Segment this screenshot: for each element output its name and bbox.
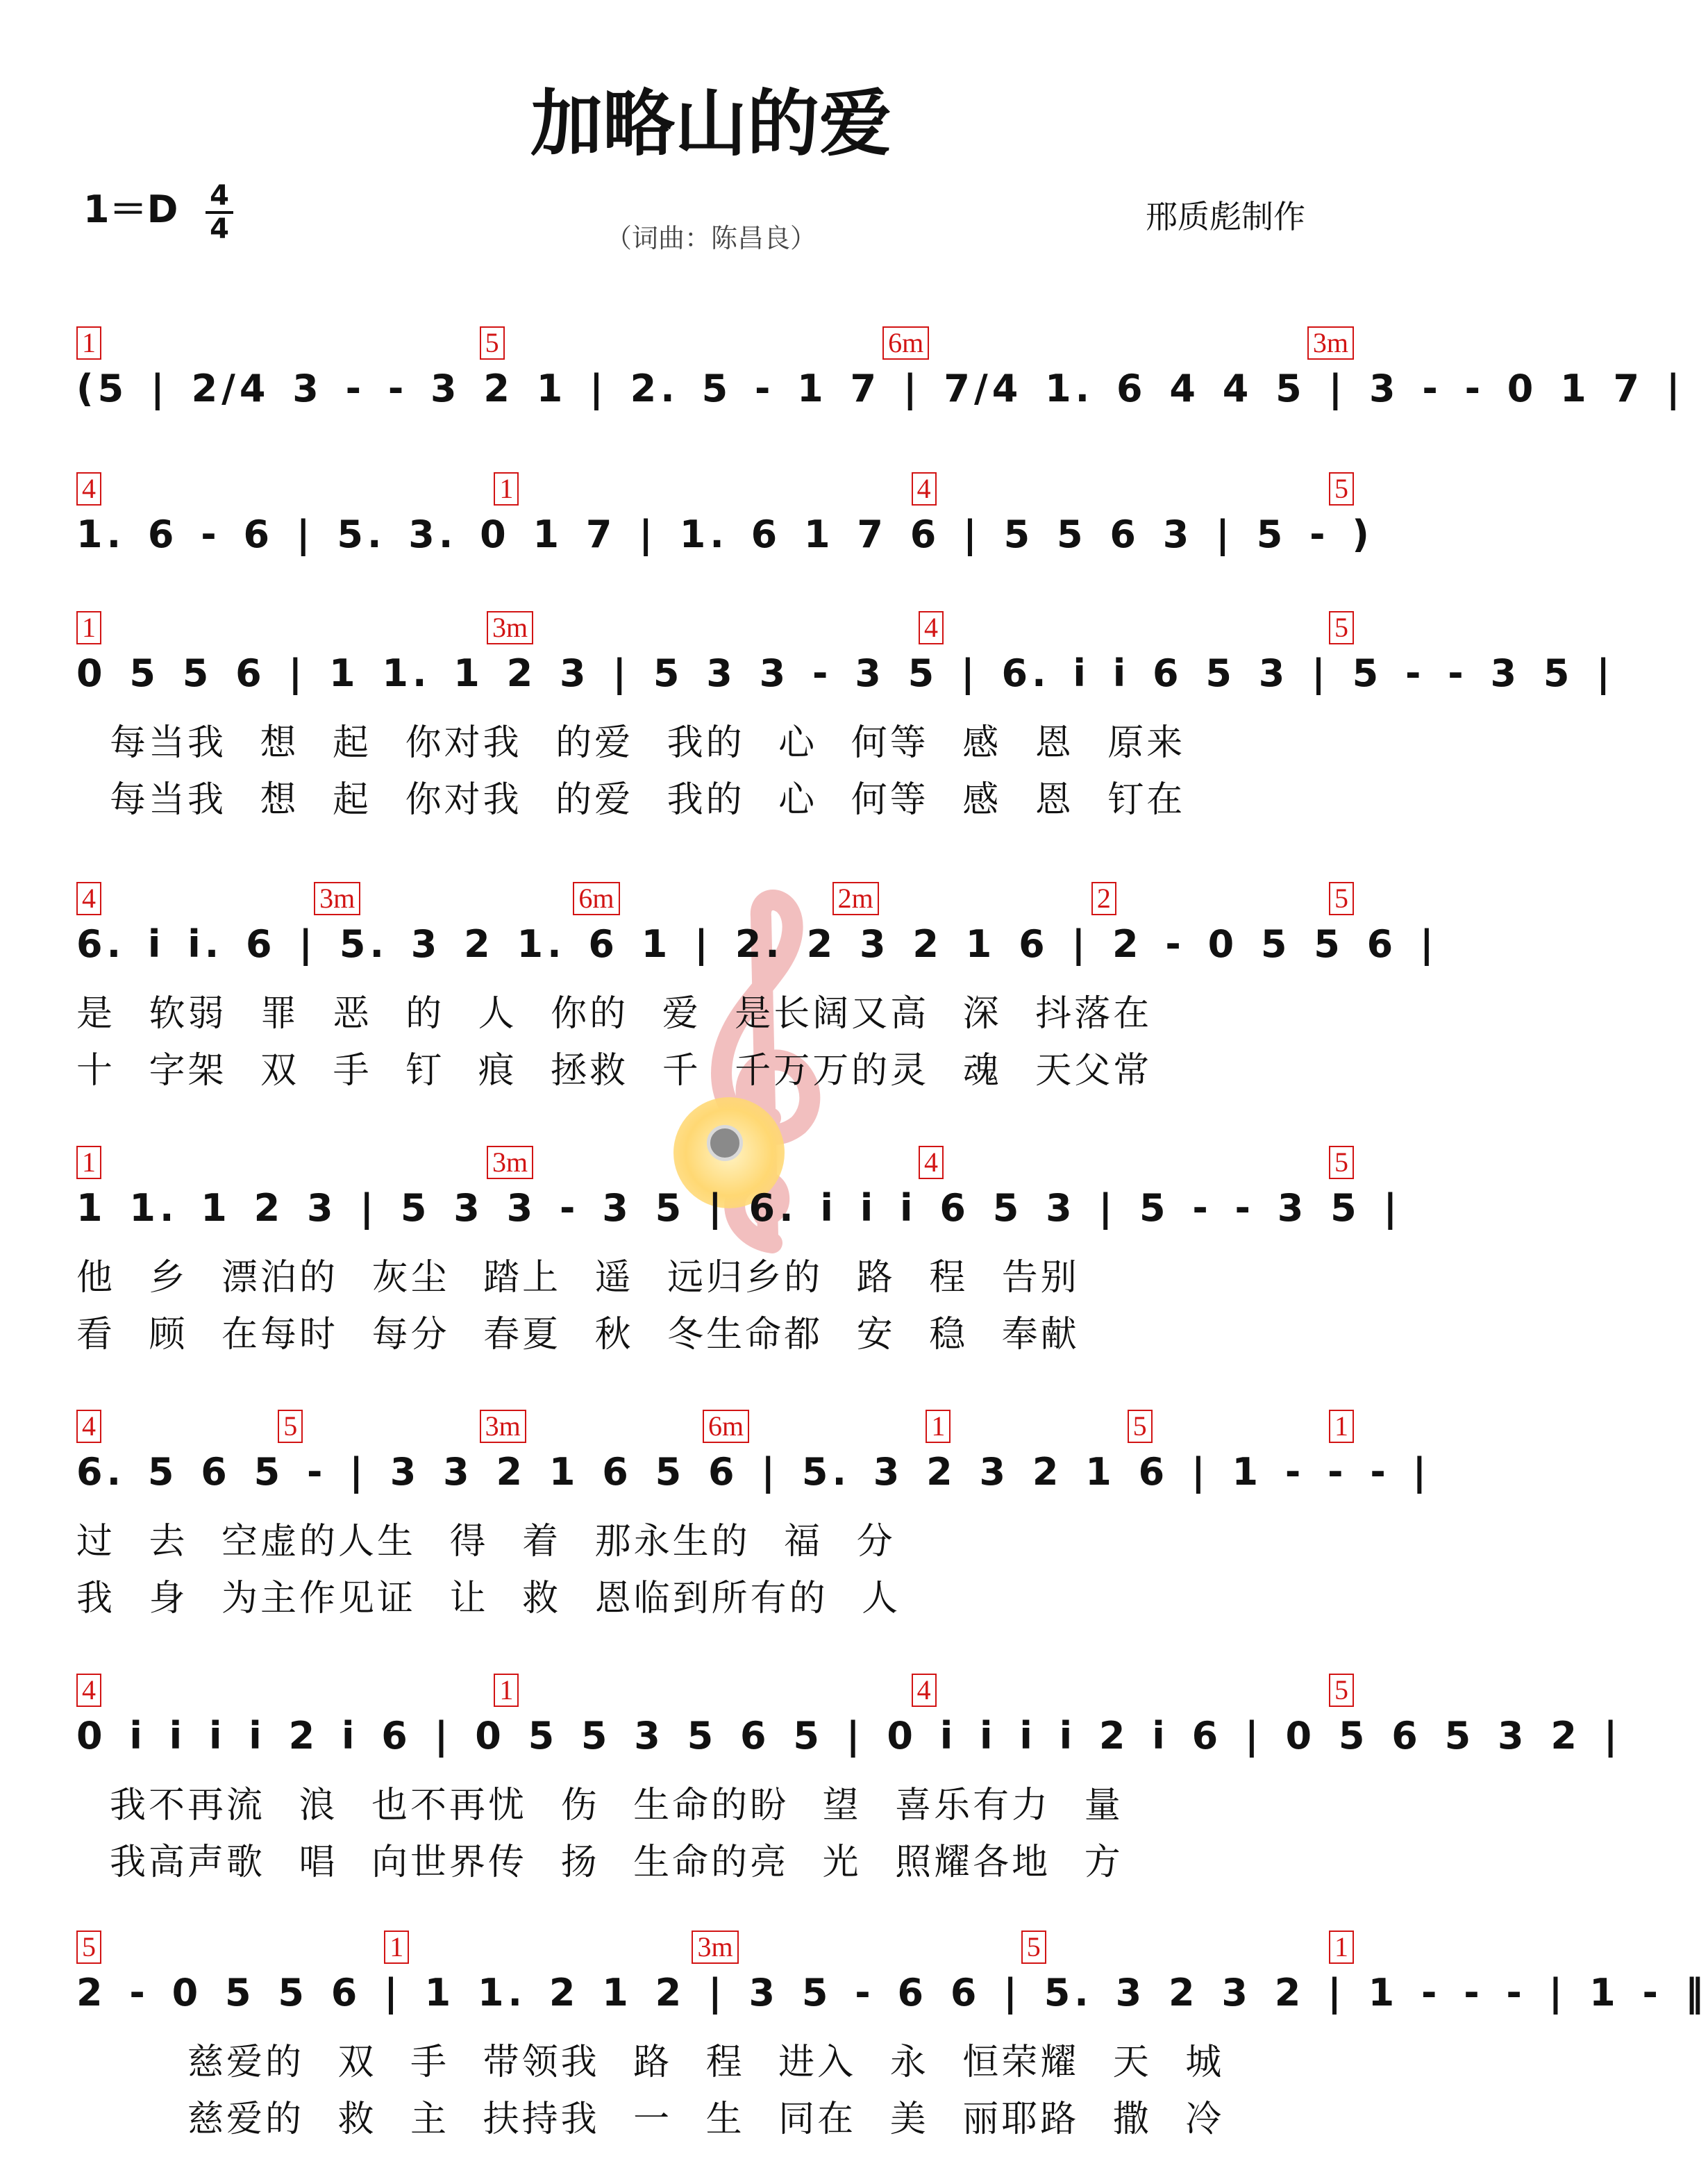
- chord-box: 3m: [487, 611, 533, 644]
- chord-row: [76, 326, 1354, 360]
- notation-line: 1. 6 - 6 | 5. 3. 0 1 7 | 1. 6 1 7 6 | 5 5 6 3 | 5 - ): [76, 512, 1373, 556]
- rhythm-underlines: [76, 1762, 1354, 1765]
- notation-line: 6. 5 6 5 - | 3 3 2 1 6 5 6 | 5. 3 2 3 2 1 6 | 1 - - - |: [76, 1450, 1431, 1494]
- chord-box: 1: [76, 611, 101, 644]
- time-denominator: 4: [210, 213, 229, 245]
- time-numerator: 4: [210, 180, 229, 212]
- chord-row: [76, 1146, 1354, 1179]
- chord-row: [76, 882, 1354, 915]
- chord-row: [76, 1674, 1354, 1707]
- chord-box: 3m: [1307, 326, 1354, 360]
- rhythm-underlines: [76, 415, 1354, 418]
- chord-row: [76, 1410, 1354, 1443]
- rhythm-underlines: [76, 2019, 1354, 2022]
- chord-box: 1: [926, 1410, 951, 1443]
- lyric-line-1: 每当我 想 起 你对我 的爱 我的 心 何等 感 恩 原来: [110, 722, 1186, 764]
- lyric-line-1: 我不再流 浪 也不再忧 伤 生命的盼 望 喜乐有力 量: [110, 1785, 1123, 1826]
- chord-box: 3m: [314, 882, 360, 915]
- chord-box: 6m: [703, 1410, 749, 1443]
- lyric-line-1: 慈爱的 双 手 带领我 路 程 进入 永 恒荣耀 天 城: [187, 2042, 1225, 2083]
- lyric-line-1: 他 乡 漂泊的 灰尘 踏上 遥 远归乡的 路 程 告别: [76, 1257, 1080, 1299]
- lyric-line-2: 十 字架 双 手 钉 痕 拯救 千 千万万的灵 魂 天父常: [76, 1050, 1153, 1092]
- rhythm-underlines: [76, 700, 1354, 703]
- chord-box: 3m: [692, 1931, 738, 1964]
- chord-box: 4: [76, 882, 101, 915]
- chord-row: [76, 472, 1354, 506]
- notation-line: 0 5 5 6 | 1 1. 1 2 3 | 5 3 3 - 3 5 | 6. i i 6 5 3 | 5 - - 3 5 |: [76, 651, 1614, 695]
- rhythm-underlines: [76, 1235, 1354, 1237]
- chord-box: 6m: [882, 326, 929, 360]
- chord-box: 5: [1329, 1674, 1354, 1707]
- notation-line: 2 - 0 5 5 6 | 1 1. 2 1 2 | 3 5 - 6 6 | 5. 3 2 3 2 | 1 - - - | 1 - ‖: [76, 1971, 1708, 2015]
- chord-box: 2m: [832, 882, 879, 915]
- lyric-line-2: 每当我 想 起 你对我 的爱 我的 心 何等 感 恩 钉在: [110, 779, 1186, 821]
- chord-box: 1: [1329, 1931, 1354, 1964]
- chord-box: 1: [1329, 1410, 1354, 1443]
- chord-box: 3m: [487, 1146, 533, 1179]
- rhythm-underlines: [76, 971, 1354, 974]
- notation-line: 6. i i. 6 | 5. 3 2 1. 6 1 | 2. 2 3 2 1 6 | 2 - 0 5 5 6 |: [76, 922, 1438, 966]
- chord-box: 5: [1128, 1410, 1153, 1443]
- chord-box: 5: [1329, 1146, 1354, 1179]
- lyric-line-2: 慈爱的 救 主 扶持我 一 生 同在 美 丽耶路 撒 冷: [187, 2099, 1225, 2140]
- credits: （词曲：陈昌良）: [605, 223, 817, 253]
- chord-box: 5: [1329, 611, 1354, 644]
- rhythm-underlines: [76, 561, 1354, 564]
- lyric-line-2: 我 身 为主作见证 让 救 恩临到所有的 人: [76, 1578, 901, 1619]
- lyric-line-2: 我高声歌 唱 向世界传 扬 生命的亮 光 照耀各地 方: [110, 1842, 1123, 1883]
- lyric-line-1: 过 去 空虚的人生 得 着 那永生的 福 分: [76, 1521, 896, 1562]
- chord-box: 5: [1329, 882, 1354, 915]
- chord-box: 4: [76, 472, 101, 506]
- chord-box: 4: [919, 1146, 944, 1179]
- chord-box: 1: [76, 326, 101, 360]
- notation-line: 1 1. 1 2 3 | 5 3 3 - 3 5 | 6. i i i 6 5 3 | 5 - - 3 5 |: [76, 1186, 1402, 1230]
- chord-box: 1: [494, 1674, 519, 1707]
- chord-box: 2: [1091, 882, 1116, 915]
- chord-box: 4: [912, 1674, 937, 1707]
- producer-credit: 邢质彪制作: [1146, 198, 1305, 235]
- chord-row: [76, 611, 1354, 644]
- chord-box: 1: [384, 1931, 409, 1964]
- notation-line: 0 i i i i 2 i 6 | 0 5 5 3 5 6 5 | 0 i i i i 2 i 6 | 0 5 6 5 3 2 |: [76, 1714, 1622, 1758]
- notation-line: (5 | 2/4 3 - - 3 2 1 | 2. 5 - 1 7 | 7/4 1. 6 4 4 5 | 3 - - 0 1 7 |: [76, 367, 1684, 410]
- chord-box: 3m: [480, 1410, 526, 1443]
- key-label: 1＝D: [83, 187, 178, 231]
- chord-box: 4: [76, 1410, 101, 1443]
- chord-box: 4: [76, 1674, 101, 1707]
- page-title: 加略山的爱: [530, 81, 891, 166]
- lyric-line-2: 看 顾 在每时 每分 春夏 秋 冬生命都 安 稳 奉献: [76, 1314, 1080, 1356]
- chord-box: 5: [1329, 472, 1354, 506]
- chord-box: 5: [480, 326, 505, 360]
- rhythm-underlines: [76, 1499, 1354, 1501]
- lyric-line-1: 是 软弱 罪 恶 的 人 你的 爱 是长阔又高 深 抖落在: [76, 993, 1153, 1035]
- chord-box: 4: [919, 611, 944, 644]
- chord-box: 1: [76, 1146, 101, 1179]
- chord-box: 5: [278, 1410, 303, 1443]
- chord-box: 1: [494, 472, 519, 506]
- chord-box: 5: [1021, 1931, 1046, 1964]
- chord-row: [76, 1931, 1354, 1964]
- chord-box: 5: [76, 1931, 101, 1964]
- chord-box: 6m: [573, 882, 619, 915]
- chord-box: 4: [912, 472, 937, 506]
